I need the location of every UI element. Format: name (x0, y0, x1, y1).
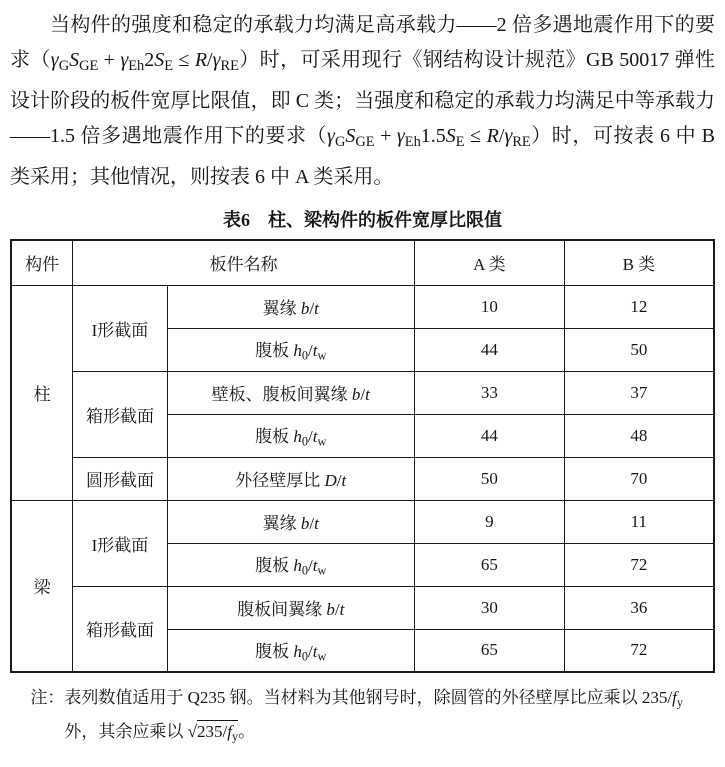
text-segment: h (293, 555, 302, 575)
text-segment: + (98, 49, 121, 71)
text-segment: γ (120, 49, 129, 71)
text-segment: R (486, 125, 499, 148)
text-segment: / (308, 340, 313, 360)
text-segment: w (317, 563, 327, 578)
text-segment: / (336, 471, 342, 491)
text-segment: Eh (128, 58, 145, 75)
table-row (11, 285, 714, 328)
text-segment: E (455, 134, 465, 151)
class-a-value: 9 (415, 500, 565, 543)
section-cell: I形截面 (73, 285, 167, 371)
text-segment: 。 (238, 722, 256, 742)
text-segment: 壁板、腹板间翼缘 (211, 385, 352, 405)
text-segment: f (672, 688, 677, 708)
text-segment: / (309, 299, 315, 319)
text-segment: 腹板 (255, 555, 294, 575)
class-a-value: 65 (415, 629, 565, 672)
text-segment: RE (220, 58, 239, 75)
text-segment: 1.5 (420, 125, 446, 148)
header-row (11, 240, 714, 285)
text-segment: ）时，可采用现行《钢结构设计规范》GB 50017 弹性设计阶段的板件宽厚比限值，即 C 类；当强度和稳定的承载力均满足中等承载力——1.5 倍多遇地震作用下的要求（ (10, 49, 715, 148)
table-caption: 表6 柱、梁构件的板件宽厚比限值 (223, 210, 502, 231)
text-segment: / (308, 555, 313, 575)
text-segment: t (312, 426, 318, 446)
table-row (11, 371, 714, 414)
text-segment: b (326, 600, 335, 620)
section-cell: I形截面 (73, 500, 167, 586)
text-segment: S (154, 49, 165, 71)
text-segment: √ (187, 722, 197, 742)
text-segment: ≤ (173, 49, 195, 71)
text-segment: R (194, 49, 208, 71)
text-segment: S (69, 49, 80, 71)
text-segment: G (58, 58, 70, 75)
class-b-value: 11 (564, 500, 714, 543)
text-segment: t (341, 471, 347, 491)
text-segment: 腹板间翼缘 (237, 600, 327, 620)
header-member: 构件 (11, 240, 73, 285)
plate-name-cell (167, 543, 414, 586)
text-segment: ≤ (464, 125, 487, 148)
table-row (11, 500, 714, 543)
plate-name-cell (167, 500, 414, 543)
plate-name-cell (167, 414, 414, 457)
text-segment: / (308, 426, 313, 446)
class-a-value: 33 (415, 371, 565, 414)
text-segment: 外，其余应乘以 (64, 722, 188, 742)
text-segment: y (231, 729, 239, 744)
text-segment: RE (512, 134, 531, 151)
text-segment: γ (396, 125, 405, 148)
class-b-value: 70 (564, 457, 714, 500)
plate-name-cell (167, 586, 414, 629)
class-b-value: 48 (564, 414, 714, 457)
text-segment: G (334, 134, 346, 151)
text-segment: + (374, 125, 397, 148)
section-cell: 圆形截面 (73, 457, 167, 500)
class-a-value: 65 (415, 543, 565, 586)
text-segment: 翼缘 (262, 514, 301, 534)
text-segment: h (293, 426, 302, 446)
text-segment: 当构件的强度和稳定的承载力均满足高承载力——2 倍多遇地震作用下的要求（ (10, 14, 715, 71)
text-segment: t (314, 299, 319, 319)
text-segment: t (312, 340, 318, 360)
class-a-value: 10 (415, 285, 565, 328)
text-segment: f (227, 722, 232, 742)
text-segment: 腹板 (255, 641, 294, 661)
text-segment: w (317, 649, 327, 664)
header-plate-name: 板件名称 (73, 240, 415, 285)
header-class-a: A 类 (415, 240, 565, 285)
class-b-value: 50 (564, 328, 714, 371)
text-segment: w (317, 434, 327, 449)
text-segment: 翼缘 (262, 299, 301, 319)
text-segment: 腹板 (255, 340, 294, 360)
class-b-value: 72 (564, 629, 714, 672)
table-row (11, 457, 714, 500)
text-segment: 2 (144, 49, 155, 71)
text-segment: GE (79, 58, 99, 75)
text-segment: 0 (301, 649, 309, 664)
text-segment: S (345, 125, 356, 148)
member-cell: 柱 (11, 285, 73, 500)
text-segment: / (207, 49, 213, 71)
class-b-value: 36 (564, 586, 714, 629)
table-row (11, 586, 714, 629)
text-segment: GE (355, 134, 375, 151)
text-segment: h (293, 340, 302, 360)
text-segment: 235/ (196, 722, 228, 742)
text-segment: 0 (301, 563, 309, 578)
header-class-b: B 类 (564, 240, 714, 285)
member-cell: 梁 (11, 500, 73, 672)
text-segment: w (317, 348, 327, 363)
section-cell: 箱形截面 (73, 586, 167, 672)
text-segment: / (334, 600, 340, 620)
text-segment (196, 720, 239, 744)
class-b-value: 37 (564, 371, 714, 414)
text-segment: E (164, 58, 174, 75)
text-segment: / (308, 641, 313, 661)
text-segment: D (324, 471, 337, 491)
text-segment: b (300, 514, 310, 534)
text-segment: 注：表列数值适用于 Q235 钢。当材料为其他钢号时，除圆管的外径壁厚比应乘以 235/ (30, 688, 673, 708)
text-segment: γ (504, 125, 513, 148)
text-segment: t (312, 641, 318, 661)
text-segment: γ (327, 125, 335, 148)
class-b-value: 12 (564, 285, 714, 328)
class-a-value: 30 (415, 586, 565, 629)
text-segment: 0 (301, 348, 309, 363)
text-segment: t (312, 555, 318, 575)
text-segment: 外径壁厚比 (235, 471, 325, 491)
text-segment: γ (212, 49, 221, 71)
class-a-value: 44 (415, 414, 565, 457)
class-b-value: 72 (564, 543, 714, 586)
text-segment: / (309, 514, 315, 534)
text-segment: t (365, 385, 370, 405)
text-segment: 0 (301, 434, 309, 449)
text-segment: S (445, 125, 456, 148)
text-segment: ）时，可按表 6 中 B 类采用；其他情况，则按表 6 中 A 类采用。 (10, 125, 716, 189)
limits-table (10, 239, 715, 673)
text-segment: / (498, 125, 505, 148)
body-paragraph (10, 8, 715, 195)
plate-name-cell (167, 285, 414, 328)
class-a-value: 50 (415, 457, 565, 500)
class-a-value: 44 (415, 328, 565, 371)
text-segment: t (314, 514, 319, 534)
text-segment: b (300, 299, 310, 319)
section-cell: 箱形截面 (73, 371, 167, 457)
plate-name-cell (167, 371, 414, 414)
plate-name-cell (167, 629, 414, 672)
text-segment: / (360, 385, 366, 405)
text-segment: 腹板 (255, 426, 294, 446)
text-segment: y (676, 695, 683, 710)
text-segment: Eh (404, 134, 421, 151)
text-segment: h (293, 641, 302, 661)
text-segment: t (339, 600, 345, 620)
text-segment: γ (50, 49, 59, 71)
plate-name-cell (167, 457, 414, 500)
text-segment: b (351, 385, 361, 405)
plate-name-cell (167, 328, 414, 371)
table-note (30, 683, 715, 752)
